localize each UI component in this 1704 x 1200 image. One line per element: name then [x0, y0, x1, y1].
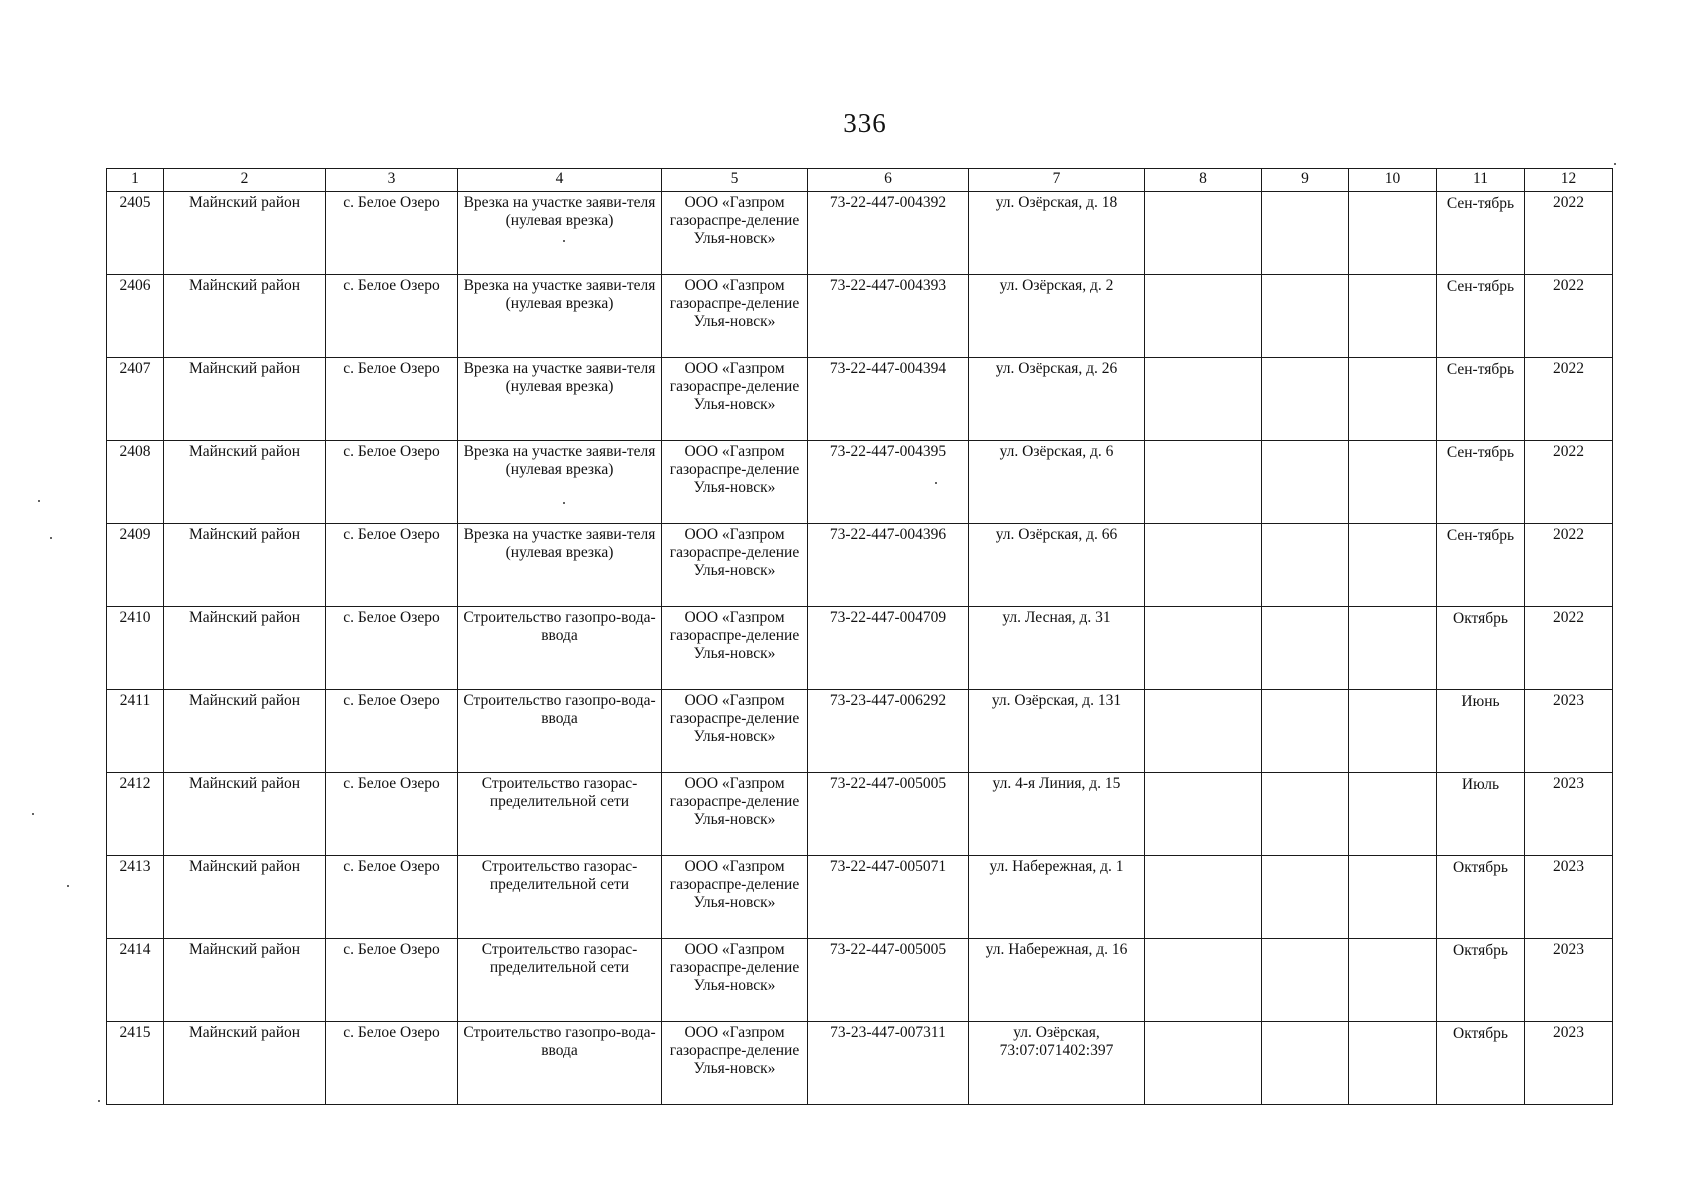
page-number: 336: [843, 108, 887, 138]
work-type-cell: Врезка на участке заяви-теля (нулевая врезка): [458, 441, 662, 524]
district-cell: Майнский район: [164, 856, 326, 939]
row-number-cell: 2406: [107, 275, 164, 358]
code-cell: 73-22-447-004393: [808, 275, 969, 358]
table-row: [107, 192, 1613, 275]
district-cell: Майнский район: [164, 939, 326, 1022]
month-cell: Июнь: [1437, 690, 1525, 773]
year-cell: 2022: [1525, 441, 1613, 524]
table-row: [107, 607, 1613, 690]
work-type-cell: Врезка на участке заяви-теля (нулевая врезка): [458, 275, 662, 358]
column-9-cell: [1262, 524, 1349, 607]
district-cell: Майнский район: [164, 192, 326, 275]
column-8-cell: [1145, 773, 1262, 856]
address-cell: ул. Лесная, д. 31: [969, 607, 1145, 690]
table-row: [107, 358, 1613, 441]
organization-cell: ООО «Газпром газораспре-деление Улья-новск»: [662, 1022, 808, 1105]
table-row: [107, 939, 1613, 1022]
organization-cell: ООО «Газпром газораспре-деление Улья-новск»: [662, 607, 808, 690]
row-number-cell: 2409: [107, 524, 164, 607]
column-9-cell: [1262, 939, 1349, 1022]
column-10-cell: [1349, 690, 1437, 773]
scan-speck: [935, 482, 937, 484]
column-header: 3: [326, 169, 458, 192]
month-cell: Сен-тябрь: [1437, 358, 1525, 441]
month-cell: Июль: [1437, 773, 1525, 856]
organization-cell: ООО «Газпром газораспре-деление Улья-новск»: [662, 441, 808, 524]
scan-speck: [1614, 163, 1616, 165]
scan-speck: [38, 500, 40, 502]
organization-cell: ООО «Газпром газораспре-деление Улья-новск»: [662, 939, 808, 1022]
address-cell: ул. Озёрская, д. 66: [969, 524, 1145, 607]
month-cell: Сен-тябрь: [1437, 192, 1525, 275]
row-number-cell: 2412: [107, 773, 164, 856]
code-cell: 73-22-447-004394: [808, 358, 969, 441]
column-header: 7: [969, 169, 1145, 192]
work-type-cell: Строительство газопро-вода-ввода: [458, 690, 662, 773]
month-cell: Октябрь: [1437, 856, 1525, 939]
column-10-cell: [1349, 939, 1437, 1022]
column-8-cell: [1145, 524, 1262, 607]
work-type-cell: Врезка на участке заяви-теля (нулевая врезка): [458, 192, 662, 275]
year-cell: 2022: [1525, 607, 1613, 690]
year-cell: 2023: [1525, 773, 1613, 856]
scan-speck: [563, 502, 565, 504]
code-cell: 73-22-447-005071: [808, 856, 969, 939]
year-cell: 2023: [1525, 856, 1613, 939]
settlement-cell: с. Белое Озеро: [326, 939, 458, 1022]
address-cell: ул. Озёрская, д. 131: [969, 690, 1145, 773]
work-type-cell: Врезка на участке заяви-теля (нулевая врезка): [458, 358, 662, 441]
column-10-cell: [1349, 524, 1437, 607]
district-cell: Майнский район: [164, 275, 326, 358]
column-header: 5: [662, 169, 808, 192]
column-9-cell: [1262, 192, 1349, 275]
column-9-cell: [1262, 275, 1349, 358]
column-header: 2: [164, 169, 326, 192]
address-cell: ул. Набережная, д. 1: [969, 856, 1145, 939]
row-number-cell: 2415: [107, 1022, 164, 1105]
column-10-cell: [1349, 275, 1437, 358]
organization-cell: ООО «Газпром газораспре-деление Улья-новск»: [662, 192, 808, 275]
column-10-cell: [1349, 773, 1437, 856]
year-cell: 2022: [1525, 524, 1613, 607]
address-cell: ул. Озёрская, д. 6: [969, 441, 1145, 524]
table-row: [107, 441, 1613, 524]
table-body: [107, 192, 1613, 1105]
code-cell: 73-22-447-004396: [808, 524, 969, 607]
column-header: 12: [1525, 169, 1613, 192]
organization-cell: ООО «Газпром газораспре-деление Улья-новск»: [662, 690, 808, 773]
column-8-cell: [1145, 275, 1262, 358]
work-type-cell: Строительство газопро-вода-ввода: [458, 607, 662, 690]
address-cell: ул. 4-я Линия, д. 15: [969, 773, 1145, 856]
organization-cell: ООО «Газпром газораспре-деление Улья-новск»: [662, 856, 808, 939]
column-8-cell: [1145, 939, 1262, 1022]
column-8-cell: [1145, 192, 1262, 275]
code-cell: 73-22-447-005005: [808, 773, 969, 856]
column-header: 6: [808, 169, 969, 192]
settlement-cell: с. Белое Озеро: [326, 441, 458, 524]
settlement-cell: с. Белое Озеро: [326, 607, 458, 690]
district-cell: Майнский район: [164, 441, 326, 524]
column-8-cell: [1145, 1022, 1262, 1105]
scan-speck: [32, 813, 34, 815]
settlement-cell: с. Белое Озеро: [326, 524, 458, 607]
month-cell: Сен-тябрь: [1437, 275, 1525, 358]
code-cell: 73-23-447-007311: [808, 1022, 969, 1105]
column-10-cell: [1349, 607, 1437, 690]
settlement-cell: с. Белое Озеро: [326, 192, 458, 275]
district-cell: Майнский район: [164, 690, 326, 773]
code-cell: 73-22-447-004395: [808, 441, 969, 524]
work-type-cell: Строительство газорас-пределительной сети: [458, 773, 662, 856]
settlement-cell: с. Белое Озеро: [326, 856, 458, 939]
year-cell: 2022: [1525, 275, 1613, 358]
settlement-cell: с. Белое Озеро: [326, 358, 458, 441]
year-cell: 2023: [1525, 939, 1613, 1022]
work-type-cell: Строительство газопро-вода-ввода: [458, 1022, 662, 1105]
month-cell: Октябрь: [1437, 1022, 1525, 1105]
work-type-cell: Строительство газорас-пределительной сети: [458, 939, 662, 1022]
year-cell: 2023: [1525, 1022, 1613, 1105]
address-cell: ул. Озёрская, д. 2: [969, 275, 1145, 358]
column-number-row: [107, 169, 1613, 192]
month-cell: Октябрь: [1437, 607, 1525, 690]
district-cell: Майнский район: [164, 1022, 326, 1105]
year-cell: 2022: [1525, 358, 1613, 441]
table-row: [107, 524, 1613, 607]
address-cell: ул. Озёрская, 73:07:071402:397: [969, 1022, 1145, 1105]
work-type-cell: Строительство газорас-пределительной сети: [458, 856, 662, 939]
column-10-cell: [1349, 1022, 1437, 1105]
settlement-cell: с. Белое Озеро: [326, 275, 458, 358]
column-header: 9: [1262, 169, 1349, 192]
column-8-cell: [1145, 358, 1262, 441]
column-9-cell: [1262, 856, 1349, 939]
register-table: [106, 168, 1613, 1105]
column-header: 8: [1145, 169, 1262, 192]
scan-speck: [67, 885, 69, 887]
code-cell: 73-22-447-005005: [808, 939, 969, 1022]
scan-speck: [50, 537, 52, 539]
month-cell: Сен-тябрь: [1437, 524, 1525, 607]
column-9-cell: [1262, 690, 1349, 773]
column-10-cell: [1349, 441, 1437, 524]
organization-cell: ООО «Газпром газораспре-деление Улья-новск»: [662, 524, 808, 607]
settlement-cell: с. Белое Озеро: [326, 773, 458, 856]
address-cell: ул. Озёрская, д. 18: [969, 192, 1145, 275]
column-9-cell: [1262, 358, 1349, 441]
row-number-cell: 2408: [107, 441, 164, 524]
column-header: 4: [458, 169, 662, 192]
column-10-cell: [1349, 358, 1437, 441]
column-8-cell: [1145, 856, 1262, 939]
column-header: 11: [1437, 169, 1525, 192]
settlement-cell: с. Белое Озеро: [326, 1022, 458, 1105]
row-number-cell: 2413: [107, 856, 164, 939]
column-10-cell: [1349, 856, 1437, 939]
table-row: [107, 690, 1613, 773]
table-row: [107, 856, 1613, 939]
table-row: [107, 275, 1613, 358]
organization-cell: ООО «Газпром газораспре-деление Улья-новск»: [662, 275, 808, 358]
scan-speck: [98, 1100, 100, 1102]
column-9-cell: [1262, 441, 1349, 524]
scan-speck: [563, 240, 565, 242]
column-header: 10: [1349, 169, 1437, 192]
row-number-cell: 2411: [107, 690, 164, 773]
code-cell: 73-23-447-006292: [808, 690, 969, 773]
district-cell: Майнский район: [164, 607, 326, 690]
column-9-cell: [1262, 607, 1349, 690]
table-row: [107, 1022, 1613, 1105]
row-number-cell: 2414: [107, 939, 164, 1022]
column-8-cell: [1145, 607, 1262, 690]
row-number-cell: 2405: [107, 192, 164, 275]
organization-cell: ООО «Газпром газораспре-деление Улья-новск»: [662, 358, 808, 441]
address-cell: ул. Набережная, д. 16: [969, 939, 1145, 1022]
column-9-cell: [1262, 1022, 1349, 1105]
district-cell: Майнский район: [164, 358, 326, 441]
column-8-cell: [1145, 441, 1262, 524]
column-header: 1: [107, 169, 164, 192]
month-cell: Октябрь: [1437, 939, 1525, 1022]
row-number-cell: 2407: [107, 358, 164, 441]
month-cell: Сен-тябрь: [1437, 441, 1525, 524]
code-cell: 73-22-447-004709: [808, 607, 969, 690]
work-type-cell: Врезка на участке заяви-теля (нулевая врезка): [458, 524, 662, 607]
code-cell: 73-22-447-004392: [808, 192, 969, 275]
organization-cell: ООО «Газпром газораспре-деление Улья-новск»: [662, 773, 808, 856]
row-number-cell: 2410: [107, 607, 164, 690]
column-8-cell: [1145, 690, 1262, 773]
district-cell: Майнский район: [164, 773, 326, 856]
column-9-cell: [1262, 773, 1349, 856]
year-cell: 2022: [1525, 192, 1613, 275]
column-10-cell: [1349, 192, 1437, 275]
settlement-cell: с. Белое Озеро: [326, 690, 458, 773]
year-cell: 2023: [1525, 690, 1613, 773]
table-row: [107, 773, 1613, 856]
district-cell: Майнский район: [164, 524, 326, 607]
address-cell: ул. Озёрская, д. 26: [969, 358, 1145, 441]
